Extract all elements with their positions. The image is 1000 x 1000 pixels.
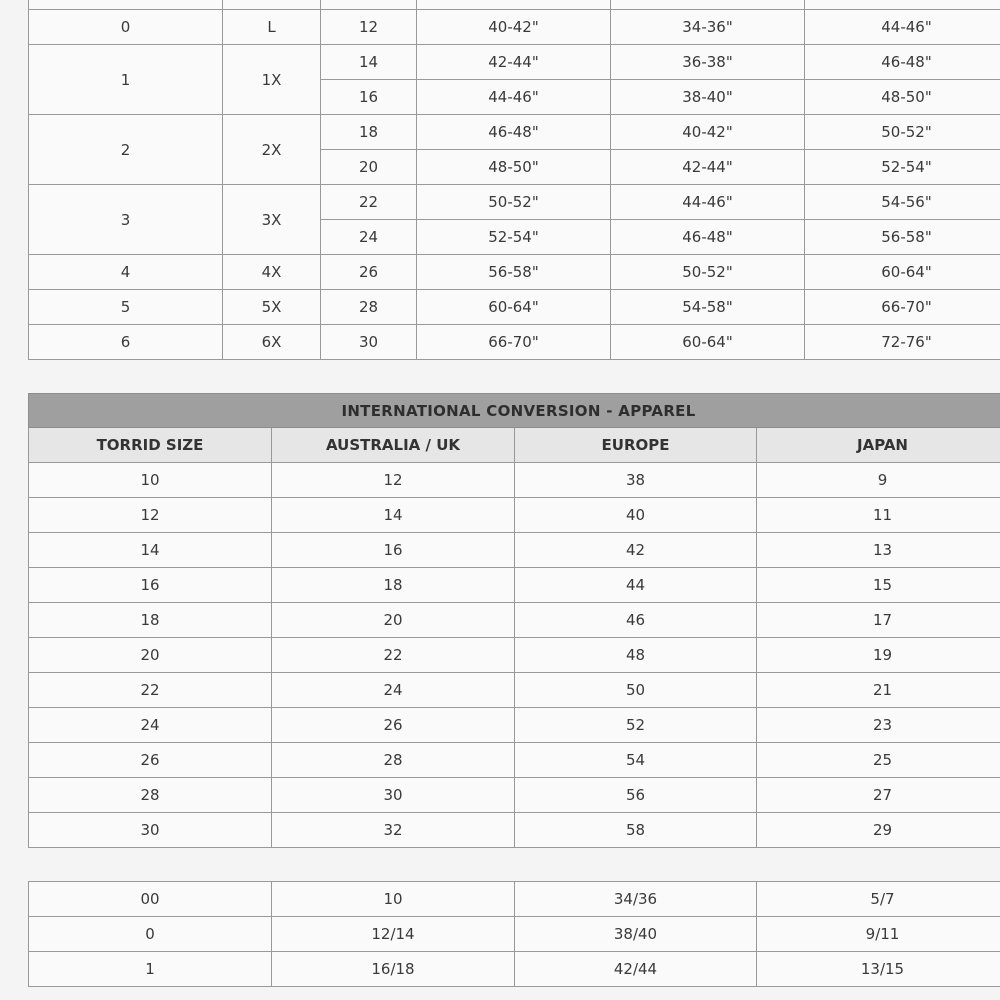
table-row [29,45,1000,80]
australia-uk-size-cell: 12 [272,463,515,498]
hip-measurement-cell: 52-54" [805,150,1000,185]
europe-size-cell: 34/36 [515,882,757,917]
us-size-cell: 14 [321,45,417,80]
japan-size-cell: 23 [757,708,1000,743]
column-header-torrid-size: TORRID SIZE [29,428,272,463]
table-row [29,917,1000,952]
europe-size-cell: 52 [515,708,757,743]
size-group-number-cell: 5 [29,290,223,325]
bust-measurement-cell: 50-52" [417,185,611,220]
header-cell [223,0,321,10]
header-cell [611,0,805,10]
size-group-number-cell: 2 [29,115,223,185]
size-measurement-table [28,0,1000,360]
waist-measurement-cell: 60-64" [611,325,805,360]
australia-uk-size-cell: 16 [272,533,515,568]
header-cell [321,0,417,10]
europe-size-cell: 48 [515,638,757,673]
torrid-size-cell: 24 [29,708,272,743]
japan-size-cell: 13 [757,533,1000,568]
table-row [29,638,1000,673]
size-group-letter-cell: 3X [223,185,321,255]
torrid-size-cell: 12 [29,498,272,533]
bust-measurement-cell: 60-64" [417,290,611,325]
size-group-letter-cell: 6X [223,325,321,360]
europe-size-cell: 58 [515,813,757,848]
japan-size-cell: 5/7 [757,882,1000,917]
us-size-cell: 22 [321,185,417,220]
size-group-number-cell: 0 [29,10,223,45]
us-size-cell: 16 [321,80,417,115]
table-row [29,568,1000,603]
torrid-size-cell: 22 [29,673,272,708]
table-row [29,952,1000,987]
waist-measurement-cell: 50-52" [611,255,805,290]
column-header-europe: EUROPE [515,428,757,463]
australia-uk-size-cell: 14 [272,498,515,533]
torrid-size-cell: 0 [29,917,272,952]
australia-uk-size-cell: 26 [272,708,515,743]
europe-size-cell: 46 [515,603,757,638]
australia-uk-size-cell: 18 [272,568,515,603]
table-row [29,290,1000,325]
europe-size-cell: 42/44 [515,952,757,987]
hip-measurement-cell: 72-76" [805,325,1000,360]
hip-measurement-cell: 46-48" [805,45,1000,80]
table-title-row [29,394,1000,428]
size-group-number-cell: 4 [29,255,223,290]
waist-measurement-cell: 36-38" [611,45,805,80]
size-group-number-cell: 1 [29,45,223,115]
torrid-size-cell: 28 [29,778,272,813]
japan-size-cell: 19 [757,638,1000,673]
table-row [29,743,1000,778]
table-row [29,255,1000,290]
lower-table-body [29,882,1000,987]
size-group-letter-cell: L [223,10,321,45]
us-size-cell: 18 [321,115,417,150]
bust-measurement-cell: 48-50" [417,150,611,185]
europe-size-cell: 54 [515,743,757,778]
table-row [29,603,1000,638]
japan-size-cell: 11 [757,498,1000,533]
japan-size-cell: 13/15 [757,952,1000,987]
torrid-size-cell: 10 [29,463,272,498]
torrid-size-cell: 14 [29,533,272,568]
torrid-size-cell: 1 [29,952,272,987]
international-conversion-table [28,393,1000,848]
hip-measurement-cell: 50-52" [805,115,1000,150]
waist-measurement-cell: 38-40" [611,80,805,115]
size-group-number-cell: 3 [29,185,223,255]
us-size-cell: 30 [321,325,417,360]
bust-measurement-cell: 56-58" [417,255,611,290]
hip-measurement-cell: 60-64" [805,255,1000,290]
table-row [29,813,1000,848]
europe-size-cell: 42 [515,533,757,568]
table-row [29,498,1000,533]
hip-measurement-cell: 48-50" [805,80,1000,115]
australia-uk-size-cell: 20 [272,603,515,638]
size-group-number-cell: 6 [29,325,223,360]
waist-measurement-cell: 44-46" [611,185,805,220]
us-size-cell: 26 [321,255,417,290]
australia-uk-size-cell: 24 [272,673,515,708]
torrid-size-cell: 18 [29,603,272,638]
torrid-size-cell: 16 [29,568,272,603]
waist-measurement-cell: 40-42" [611,115,805,150]
table-row [29,673,1000,708]
table-row [29,185,1000,220]
europe-size-cell: 38/40 [515,917,757,952]
torrid-size-cell: 26 [29,743,272,778]
hip-measurement-cell: 44-46" [805,10,1000,45]
australia-uk-size-cell: 16/18 [272,952,515,987]
table-title: INTERNATIONAL CONVERSION - APPAREL [29,394,1000,428]
europe-size-cell: 50 [515,673,757,708]
size-table-body [29,0,1000,360]
table-row [29,10,1000,45]
torrid-size-cell: 30 [29,813,272,848]
table-row [29,882,1000,917]
japan-size-cell: 25 [757,743,1000,778]
waist-measurement-cell: 34-36" [611,10,805,45]
japan-size-cell: 21 [757,673,1000,708]
bust-measurement-cell: 52-54" [417,220,611,255]
intl-table-body [29,463,1000,848]
us-size-cell: 24 [321,220,417,255]
us-size-cell: 28 [321,290,417,325]
table-header-row [29,428,1000,463]
japan-size-cell: 29 [757,813,1000,848]
size-group-letter-cell: 4X [223,255,321,290]
australia-uk-size-cell: 30 [272,778,515,813]
australia-uk-size-cell: 12/14 [272,917,515,952]
table-row [29,708,1000,743]
waist-measurement-cell: 54-58" [611,290,805,325]
size-group-letter-cell: 2X [223,115,321,185]
japan-size-cell: 9/11 [757,917,1000,952]
bust-measurement-cell: 66-70" [417,325,611,360]
bust-measurement-cell: 46-48" [417,115,611,150]
torrid-size-cell: 20 [29,638,272,673]
header-cell [29,0,223,10]
table-row [29,533,1000,568]
japan-size-cell: 17 [757,603,1000,638]
australia-uk-size-cell: 32 [272,813,515,848]
header-cell [805,0,1000,10]
size-group-letter-cell: 5X [223,290,321,325]
hip-measurement-cell: 66-70" [805,290,1000,325]
waist-measurement-cell: 42-44" [611,150,805,185]
europe-size-cell: 56 [515,778,757,813]
japan-size-cell: 27 [757,778,1000,813]
us-size-cell: 12 [321,10,417,45]
bust-measurement-cell: 42-44" [417,45,611,80]
size-table-header-row-cut [29,0,1000,10]
waist-measurement-cell: 46-48" [611,220,805,255]
size-conversion-table-lower [28,881,1000,987]
table-row [29,115,1000,150]
size-group-letter-cell: 1X [223,45,321,115]
hip-measurement-cell: 56-58" [805,220,1000,255]
europe-size-cell: 40 [515,498,757,533]
hip-measurement-cell: 54-56" [805,185,1000,220]
australia-uk-size-cell: 10 [272,882,515,917]
table-row [29,325,1000,360]
column-header-australia-uk: AUSTRALIA / UK [272,428,515,463]
column-header-japan: JAPAN [757,428,1000,463]
australia-uk-size-cell: 28 [272,743,515,778]
torrid-size-cell: 00 [29,882,272,917]
us-size-cell: 20 [321,150,417,185]
table-row [29,463,1000,498]
australia-uk-size-cell: 22 [272,638,515,673]
europe-size-cell: 38 [515,463,757,498]
table-row [29,778,1000,813]
japan-size-cell: 9 [757,463,1000,498]
bust-measurement-cell: 40-42" [417,10,611,45]
header-cell [417,0,611,10]
japan-size-cell: 15 [757,568,1000,603]
europe-size-cell: 44 [515,568,757,603]
bust-measurement-cell: 44-46" [417,80,611,115]
